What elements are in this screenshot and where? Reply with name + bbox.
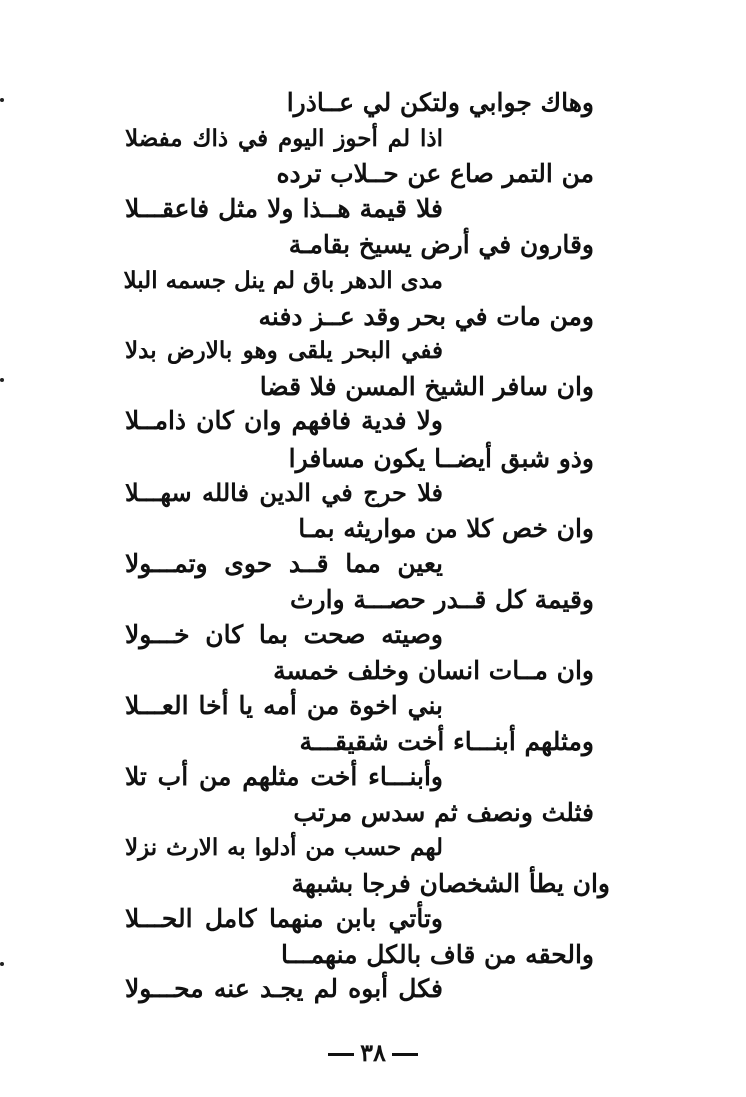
verse-first-hemistich: وان سافر الشيخ المسن فلا قضا [259,372,594,401]
verse-second-hemistich: فلا قيمة هــذا ولا مثل فاعقـــلا [125,194,443,223]
verse-first-hemistich: وذو شبق أيضــا يكون مسافرا [288,444,594,473]
verse-first-hemistich: وهاك جوابي ولتكن لي عــاذرا [286,88,594,117]
verse-second-hemistich: بني اخوة من أمه يا أخا العـــلا [125,691,443,720]
verse-first-hemistich: وقيمة كل قــدر حصـــة وارث [289,585,594,614]
verse-first-hemistich: وان يطأ الشخصان فرجا بشبهة [291,869,610,898]
verse-first-hemistich: من التمر صاع عن حــلاب ترده [276,159,594,188]
verse-second-hemistich: اذا لم أحوز اليوم في ذاك مفضلا [125,125,443,152]
verse-first-hemistich: ومثلهم أبنـــاء أخت شقيقـــة [299,727,594,756]
verse-second-hemistich: ولا فدية فافهم وان كان ذامــلا [125,406,443,435]
scan-speck [0,962,4,966]
page-number-value: ٣٨ [360,1038,386,1067]
verse-second-hemistich: ففي البحر يلقى وهو بالارض بدلا [125,337,443,364]
verse-second-hemistich: لهم حسب من أدلوا به الارث نزلا [125,834,443,861]
verse-second-hemistich: فكل أبوه لم يجـد عنه محـــولا [125,974,443,1003]
verse-first-hemistich: وقارون في أرض يسيخ بقامـة [288,230,594,259]
scan-speck [0,98,4,102]
verse-second-hemistich: وتأتي بابن منهما كامل الحـــلا [125,904,443,933]
dash-left [392,1053,418,1056]
verse-first-hemistich: وان خص كلا من مواريثه بمـا [298,514,594,543]
verse-first-hemistich: ومن مات في بحر وقد عــز دفنه [258,302,594,331]
verse-second-hemistich: يعين مما قــد حوى وتمـــولا [125,549,443,578]
verse-second-hemistich: وأبنـــاء أخت مثلهم من أب تلا [125,762,443,791]
scan-speck [0,378,4,382]
verse-first-hemistich: وان مــات انسان وخلف خمسة [273,656,594,685]
verse-second-hemistich: مدى الدهر باق لم ينل جسمه البلا [123,267,443,294]
verse-second-hemistich: فلا حرج في الدين فالله سهـــلا [125,478,443,507]
verse-second-hemistich: وصيته صحت بما كان خـــولا [125,620,443,649]
verse-first-hemistich: فثلث ونصف ثم سدس مرتب [293,798,594,827]
dash-right [328,1053,354,1056]
page-number [0,1038,746,1067]
verse-first-hemistich: والحقه من قاف بالكل منهمـــا [281,940,594,969]
